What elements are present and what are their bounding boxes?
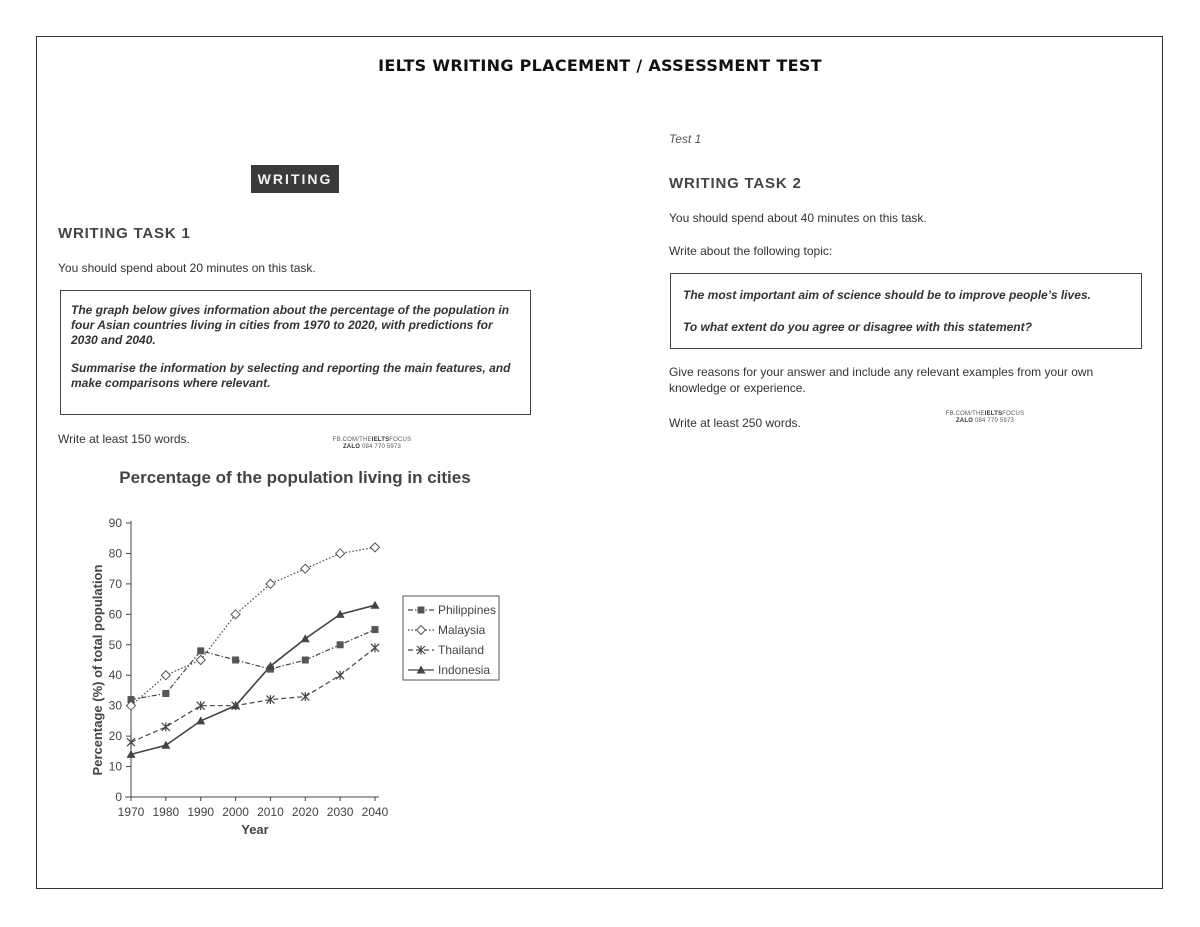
task2-time-note: You should spend about 40 minutes on this task. <box>669 211 927 225</box>
legend-label-malaysia: Malaysia <box>438 623 486 637</box>
watermark-fb-prefix: FB.COM/THE <box>945 411 985 417</box>
series-line-indonesia <box>131 605 375 754</box>
task1-prompt-instruction: Summarise the information by selecting and reporting the main features, and make comparisons where relevant. <box>71 361 511 390</box>
x-axis-label: Year <box>241 822 269 837</box>
x-tick-label: 1990 <box>187 805 215 819</box>
watermark-zalo-number: 084 770 5973 <box>360 444 402 450</box>
point-marker-square <box>337 641 344 648</box>
y-axis-label: Percentage (%) of total population <box>90 564 105 776</box>
chart-title: Percentage of the population living in cities <box>119 468 471 487</box>
task1-heading: WRITING TASK 1 <box>58 225 191 242</box>
y-tick-label: 40 <box>108 668 122 683</box>
task1-time-note: You should spend about 20 minutes on this task. <box>58 261 316 275</box>
point-marker-triangle <box>301 634 310 642</box>
y-tick-label: 30 <box>108 698 122 713</box>
point-marker-square <box>162 690 169 697</box>
x-tick-label: 2030 <box>326 805 354 819</box>
x-tick-label: 2000 <box>222 805 249 819</box>
task2-watermark <box>938 411 1032 425</box>
point-marker-square <box>197 647 204 654</box>
y-tick-label: 90 <box>108 516 122 530</box>
legend-label-philippines: Philippines <box>438 603 497 617</box>
watermark-fb-brand: IELTS <box>984 411 1003 417</box>
point-marker-star <box>371 643 379 652</box>
point-marker-triangle <box>196 716 205 724</box>
y-tick-label: 60 <box>108 607 122 622</box>
task2-word-count: Write at least 250 words. <box>669 416 801 430</box>
line-chart <box>85 508 505 848</box>
task2-prompt-box <box>670 273 1142 349</box>
x-tick-label: 2040 <box>361 805 389 819</box>
task2-prompt-question: To what extent do you agree or disagree with this statement? <box>683 320 1032 334</box>
task1-watermark <box>325 437 419 451</box>
point-marker-diamond <box>371 543 380 552</box>
point-marker-square <box>232 657 239 664</box>
point-marker-square <box>302 657 309 664</box>
y-tick-label: 70 <box>108 576 122 591</box>
point-marker-square <box>372 626 379 633</box>
y-tick-label: 0 <box>115 790 122 804</box>
writing-section-badge: WRITING <box>251 165 339 193</box>
watermark-fb-suffix: FOCUS <box>1002 411 1025 417</box>
point-marker-star <box>127 738 135 747</box>
series-indonesia <box>127 601 380 758</box>
point-marker-triangle <box>371 601 380 609</box>
y-tick-label: 10 <box>108 759 122 774</box>
legend-label-thailand: Thailand <box>438 643 485 657</box>
watermark-zalo-label: ZALO <box>342 444 361 450</box>
task1-word-count: Write at least 150 words. <box>58 432 190 446</box>
task1-prompt-box <box>60 290 531 415</box>
point-marker-star <box>336 671 344 680</box>
point-marker-diamond <box>161 671 170 680</box>
watermark-zalo-label: ZALO <box>955 418 974 424</box>
x-tick-label: 2010 <box>257 805 284 819</box>
task2-prompt-statement: The most important aim of science should be to improve people’s lives. <box>683 288 1091 302</box>
point-marker-star <box>301 692 309 701</box>
task2-heading: WRITING TASK 2 <box>669 175 802 192</box>
series-line-philippines <box>131 630 375 700</box>
point-marker-diamond <box>336 549 345 558</box>
task2-topic-intro: Write about the following topic: <box>669 244 833 258</box>
y-tick-label: 80 <box>108 546 122 561</box>
point-marker-diamond <box>301 564 310 573</box>
legend-label-indonesia: Indonesia <box>438 663 491 677</box>
x-tick-label: 1970 <box>117 805 145 819</box>
test-label: Test 1 <box>669 132 702 146</box>
point-marker-square <box>418 607 425 614</box>
page-title: IELTS WRITING PLACEMENT / ASSESSMENT TEST <box>378 56 822 75</box>
series-philippines <box>128 626 379 703</box>
task2-instructions: Give reasons for your answer and include any relevant examples from your own knowledge or experience. <box>669 365 1094 395</box>
point-marker-triangle <box>161 741 170 749</box>
watermark-fb-suffix: FOCUS <box>389 437 412 443</box>
point-marker-diamond <box>266 579 275 588</box>
watermark-fb-brand: IELTS <box>371 437 390 443</box>
y-tick-label: 50 <box>108 637 122 652</box>
point-marker-star <box>162 722 170 731</box>
series-line-malaysia <box>131 547 375 705</box>
x-tick-label: 1980 <box>152 805 180 819</box>
watermark-fb-prefix: FB.COM/THE <box>332 437 372 443</box>
x-tick-label: 2020 <box>291 805 319 819</box>
task1-prompt-description: The graph below gives information about the percentage of the population in four Asian countries living in cities from 1970 to 2020, with predictions for 2030 and 2040. <box>71 303 510 347</box>
y-tick-label: 20 <box>108 729 122 744</box>
watermark-zalo-number: 084 770 5973 <box>973 418 1015 424</box>
